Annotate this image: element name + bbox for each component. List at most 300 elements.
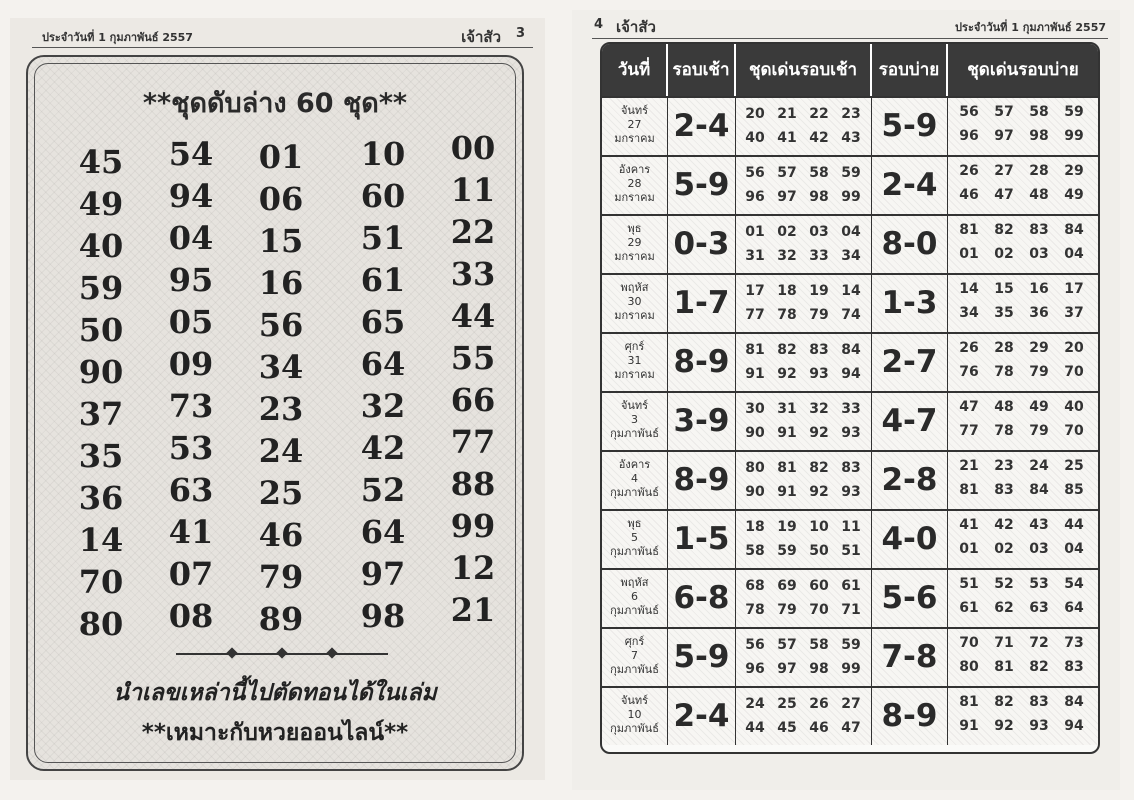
set-number: 93 xyxy=(841,484,861,500)
decorative-divider xyxy=(176,651,388,657)
header-date: วันที่ xyxy=(602,44,668,96)
set-number: 04 xyxy=(1064,246,1084,262)
set-number: 98 xyxy=(809,189,829,205)
set-number: 97 xyxy=(994,128,1014,144)
afternoon-result: 8-0 xyxy=(872,216,948,273)
set-number: 97 xyxy=(777,661,797,677)
number-cell: 12 xyxy=(450,549,496,587)
number-cell: 89 xyxy=(258,600,304,638)
set-number: 34 xyxy=(841,248,861,264)
number-cell: 44 xyxy=(450,297,496,335)
set-number: 32 xyxy=(809,401,829,417)
number-cell: 45 xyxy=(78,143,124,181)
set-number: 77 xyxy=(745,307,765,323)
set-number: 99 xyxy=(1064,128,1084,144)
set-number: 28 xyxy=(994,340,1014,356)
afternoon-sets xyxy=(948,98,1098,155)
set-number: 51 xyxy=(841,543,861,559)
number-cell: 50 xyxy=(78,311,124,349)
afternoon-sets xyxy=(948,452,1098,509)
morning-result: 1-7 xyxy=(668,275,736,332)
left-page-date: ประจำวันที่ 1 กุมภาพันธ์ 2557 xyxy=(42,31,193,44)
set-number: 46 xyxy=(809,720,829,736)
set-number: 57 xyxy=(777,165,797,181)
table-row xyxy=(602,450,1098,509)
number-cell: 79 xyxy=(258,558,304,596)
morning-result: 8-9 xyxy=(668,452,736,509)
date-month: มกราคม xyxy=(614,250,655,263)
set-number: 19 xyxy=(777,519,797,535)
set-number: 21 xyxy=(959,458,979,474)
number-cell: 73 xyxy=(168,387,214,425)
set-number: 59 xyxy=(841,637,861,653)
table-row xyxy=(602,509,1098,568)
set-number: 93 xyxy=(1029,718,1049,734)
set-number: 91 xyxy=(777,425,797,441)
set-number: 22 xyxy=(809,106,829,122)
set-number: 32 xyxy=(777,248,797,264)
set-number: 20 xyxy=(1064,340,1084,356)
afternoon-sets xyxy=(948,688,1098,745)
number-cell: 97 xyxy=(360,555,406,593)
date-day: จันทร์ xyxy=(620,104,649,117)
number-cell: 10 xyxy=(360,135,406,173)
left-page-header xyxy=(42,28,529,44)
set-number: 84 xyxy=(1029,482,1049,498)
number-cell: 42 xyxy=(360,429,406,467)
set-number: 81 xyxy=(777,460,797,476)
set-number: 61 xyxy=(841,578,861,594)
set-number: 96 xyxy=(745,661,765,677)
set-number: 92 xyxy=(994,718,1014,734)
morning-result: 2-4 xyxy=(668,98,736,155)
afternoon-result: 8-9 xyxy=(872,688,948,745)
set-number: 48 xyxy=(994,399,1014,415)
set-number: 31 xyxy=(745,248,765,264)
number-cell: 00 xyxy=(450,129,496,167)
number-cell: 22 xyxy=(450,213,496,251)
left-page xyxy=(10,18,545,780)
afternoon-result: 1-3 xyxy=(872,275,948,332)
afternoon-sets xyxy=(948,511,1098,568)
set-number: 47 xyxy=(994,187,1014,203)
number-cell: 59 xyxy=(78,269,124,307)
set-number: 81 xyxy=(994,659,1014,675)
number-cell: 80 xyxy=(78,605,124,643)
set-number: 18 xyxy=(777,283,797,299)
number-cell: 32 xyxy=(360,387,406,425)
set-number: 02 xyxy=(994,541,1014,557)
set-number: 91 xyxy=(959,718,979,734)
date-day: พฤหัส xyxy=(620,576,649,589)
set-number: 79 xyxy=(809,307,829,323)
set-number: 56 xyxy=(745,165,765,181)
set-number: 03 xyxy=(809,224,829,240)
set-number: 70 xyxy=(1064,364,1084,380)
set-number: 81 xyxy=(959,694,979,710)
date-cell xyxy=(602,393,668,450)
set-number: 31 xyxy=(777,401,797,417)
number-cell: 37 xyxy=(78,395,124,433)
date-month: กุมภาพันธ์ xyxy=(610,722,659,735)
date-cell xyxy=(602,629,668,686)
number-cell: 64 xyxy=(360,513,406,551)
set-number: 23 xyxy=(841,106,861,122)
set-number: 71 xyxy=(994,635,1014,651)
morning-result: 5-9 xyxy=(668,157,736,214)
set-number: 40 xyxy=(1064,399,1084,415)
set-number: 61 xyxy=(959,600,979,616)
set-number: 53 xyxy=(1029,576,1049,592)
set-number: 18 xyxy=(745,519,765,535)
right-page-logo: เจ้าสัว xyxy=(616,18,656,36)
set-number: 78 xyxy=(777,307,797,323)
set-number: 25 xyxy=(777,696,797,712)
set-number: 26 xyxy=(809,696,829,712)
set-number: 19 xyxy=(809,283,829,299)
number-cell: 16 xyxy=(258,264,304,302)
number-cell: 61 xyxy=(360,261,406,299)
number-cell: 21 xyxy=(450,591,496,629)
set-number: 56 xyxy=(745,637,765,653)
number-cell: 08 xyxy=(168,597,214,635)
afternoon-sets xyxy=(948,393,1098,450)
number-cell: 46 xyxy=(258,516,304,554)
number-cell: 53 xyxy=(168,429,214,467)
date-day: พุธ xyxy=(627,517,642,530)
date-num: 31 xyxy=(627,354,642,367)
date-month: มกราคม xyxy=(614,191,655,204)
set-number: 33 xyxy=(809,248,829,264)
date-day: พุธ xyxy=(627,222,642,235)
set-number: 17 xyxy=(745,283,765,299)
set-number: 57 xyxy=(994,104,1014,120)
number-cell: 33 xyxy=(450,255,496,293)
set-number: 02 xyxy=(994,246,1014,262)
number-grid xyxy=(56,129,506,655)
set-number: 33 xyxy=(841,401,861,417)
set-number: 80 xyxy=(745,460,765,476)
morning-sets xyxy=(736,157,872,214)
set-number: 17 xyxy=(1064,281,1084,297)
set-number: 41 xyxy=(959,517,979,533)
set-number: 02 xyxy=(777,224,797,240)
date-num: 27 xyxy=(627,118,642,131)
set-number: 01 xyxy=(959,246,979,262)
set-number: 73 xyxy=(1064,635,1084,651)
table-row xyxy=(602,391,1098,450)
date-cell xyxy=(602,275,668,332)
right-page xyxy=(572,10,1120,790)
set-number: 92 xyxy=(809,425,829,441)
set-number: 93 xyxy=(841,425,861,441)
set-number: 35 xyxy=(994,305,1014,321)
date-num: 6 xyxy=(631,590,638,603)
number-cell: 06 xyxy=(258,180,304,218)
left-page-number: 3 xyxy=(515,26,525,41)
number-cell: 05 xyxy=(168,303,214,341)
set-number: 29 xyxy=(1029,340,1049,356)
set-number: 48 xyxy=(1029,187,1049,203)
date-cell xyxy=(602,98,668,155)
set-number: 03 xyxy=(1029,541,1049,557)
set-number: 42 xyxy=(809,130,829,146)
set-number: 90 xyxy=(745,484,765,500)
set-number: 04 xyxy=(1064,541,1084,557)
date-cell xyxy=(602,452,668,509)
right-page-header xyxy=(594,18,1106,34)
header-afternoon-sets: ชุดเด่นรอบบ่าย xyxy=(967,60,1079,80)
set-number: 90 xyxy=(745,425,765,441)
set-number: 58 xyxy=(809,637,829,653)
set-number: 83 xyxy=(994,482,1014,498)
set-number: 04 xyxy=(841,224,861,240)
date-cell xyxy=(602,688,668,745)
number-cell: 55 xyxy=(450,339,496,377)
set-number: 82 xyxy=(777,342,797,358)
set-number: 47 xyxy=(841,720,861,736)
set-number: 72 xyxy=(1029,635,1049,651)
set-number: 63 xyxy=(1029,600,1049,616)
set-number: 84 xyxy=(841,342,861,358)
morning-sets xyxy=(736,629,872,686)
afternoon-sets xyxy=(948,334,1098,391)
set-number: 82 xyxy=(1029,659,1049,675)
header-morning-sets: ชุดเด่นรอบเช้า xyxy=(736,44,872,96)
table-header xyxy=(602,44,1098,96)
afternoon-result: 2-7 xyxy=(872,334,948,391)
table-row xyxy=(602,686,1098,745)
set-number: 01 xyxy=(745,224,765,240)
morning-sets xyxy=(736,452,872,509)
number-cell: 35 xyxy=(78,437,124,475)
set-number: 43 xyxy=(841,130,861,146)
set-number: 81 xyxy=(959,482,979,498)
set-number: 99 xyxy=(841,661,861,677)
number-cell: 65 xyxy=(360,303,406,341)
date-month: มกราคม xyxy=(614,368,655,381)
set-number: 20 xyxy=(745,106,765,122)
set-number: 24 xyxy=(1029,458,1049,474)
number-cell: 51 xyxy=(360,219,406,257)
set-number: 26 xyxy=(959,163,979,179)
set-number: 30 xyxy=(745,401,765,417)
note-line-2: **เหมาะกับหวยออนไลน์** xyxy=(141,720,409,746)
table-row xyxy=(602,627,1098,686)
set-number: 52 xyxy=(994,576,1014,592)
set-number: 49 xyxy=(1029,399,1049,415)
right-page-date: ประจำวันที่ 1 กุมภาพันธ์ 2557 xyxy=(955,21,1106,34)
set-number: 51 xyxy=(959,576,979,592)
set-number: 83 xyxy=(809,342,829,358)
set-number: 78 xyxy=(994,364,1014,380)
set-number: 59 xyxy=(841,165,861,181)
number-sets-frame xyxy=(26,55,524,771)
header-rule xyxy=(32,47,533,48)
set-number: 62 xyxy=(994,600,1014,616)
afternoon-sets xyxy=(948,157,1098,214)
set-number: 78 xyxy=(745,602,765,618)
set-number: 28 xyxy=(1029,163,1049,179)
set-number: 15 xyxy=(994,281,1014,297)
set-number: 45 xyxy=(777,720,797,736)
afternoon-result: 5-6 xyxy=(872,570,948,627)
number-cell: 41 xyxy=(168,513,214,551)
set-number: 03 xyxy=(1029,246,1049,262)
set-number: 91 xyxy=(777,484,797,500)
set-number: 16 xyxy=(1029,281,1049,297)
set-number: 58 xyxy=(745,543,765,559)
set-number: 21 xyxy=(777,106,797,122)
date-day: พฤหัส xyxy=(620,281,649,294)
number-cell: 04 xyxy=(168,219,214,257)
set-number: 79 xyxy=(1029,364,1049,380)
date-cell xyxy=(602,511,668,568)
date-day: จันทร์ xyxy=(620,694,649,707)
number-cell: 11 xyxy=(450,171,496,209)
set-number: 74 xyxy=(841,307,861,323)
set-number: 64 xyxy=(1064,600,1084,616)
set-number: 92 xyxy=(809,484,829,500)
header-rule xyxy=(592,38,1108,39)
frame-title: **ชุดดับล่าง 60 ชุด** xyxy=(142,88,408,119)
number-cell: 14 xyxy=(78,521,124,559)
morning-result: 2-4 xyxy=(668,688,736,745)
set-number: 59 xyxy=(777,543,797,559)
set-number: 25 xyxy=(1064,458,1084,474)
number-cell: 77 xyxy=(450,423,496,461)
number-cell: 01 xyxy=(258,138,304,176)
number-cell: 95 xyxy=(168,261,214,299)
set-number: 70 xyxy=(959,635,979,651)
set-number: 43 xyxy=(1029,517,1049,533)
morning-result: 0-3 xyxy=(668,216,736,273)
set-number: 24 xyxy=(745,696,765,712)
number-cell: 60 xyxy=(360,177,406,215)
date-day: ศุกร์ xyxy=(624,635,645,648)
morning-sets xyxy=(736,216,872,273)
morning-sets xyxy=(736,393,872,450)
set-number: 37 xyxy=(1064,305,1084,321)
set-number: 80 xyxy=(959,659,979,675)
set-number: 70 xyxy=(1064,423,1084,439)
set-number: 85 xyxy=(1064,482,1084,498)
set-number: 44 xyxy=(745,720,765,736)
set-number: 82 xyxy=(994,222,1014,238)
set-number: 78 xyxy=(994,423,1014,439)
number-cell: 23 xyxy=(258,390,304,428)
date-month: กุมภาพันธ์ xyxy=(610,545,659,558)
set-number: 34 xyxy=(959,305,979,321)
set-number: 58 xyxy=(1029,104,1049,120)
set-number: 96 xyxy=(959,128,979,144)
set-number: 27 xyxy=(994,163,1014,179)
set-number: 14 xyxy=(959,281,979,297)
header-morning: รอบเช้า xyxy=(668,44,736,96)
set-number: 50 xyxy=(809,543,829,559)
afternoon-sets xyxy=(948,275,1098,332)
date-month: กุมภาพันธ์ xyxy=(610,427,659,440)
set-number: 98 xyxy=(809,661,829,677)
number-cell: 36 xyxy=(78,479,124,517)
morning-result: 3-9 xyxy=(668,393,736,450)
date-cell xyxy=(602,570,668,627)
set-number: 92 xyxy=(777,366,797,382)
set-number: 81 xyxy=(959,222,979,238)
morning-sets xyxy=(736,570,872,627)
date-month: กุมภาพันธ์ xyxy=(610,604,659,617)
results-table xyxy=(600,42,1100,754)
set-number: 99 xyxy=(841,189,861,205)
date-cell xyxy=(602,157,668,214)
set-number: 68 xyxy=(745,578,765,594)
date-month: กุมภาพันธ์ xyxy=(610,663,659,676)
number-cell: 99 xyxy=(450,507,496,545)
number-cell: 56 xyxy=(258,306,304,344)
set-number: 79 xyxy=(1029,423,1049,439)
set-number: 83 xyxy=(1029,222,1049,238)
table-row xyxy=(602,155,1098,214)
morning-result: 1-5 xyxy=(668,511,736,568)
number-cell: 52 xyxy=(360,471,406,509)
set-number: 26 xyxy=(959,340,979,356)
set-number: 47 xyxy=(959,399,979,415)
set-number: 93 xyxy=(809,366,829,382)
set-number: 98 xyxy=(1029,128,1049,144)
number-cell: 63 xyxy=(168,471,214,509)
set-number: 70 xyxy=(809,602,829,618)
set-number: 83 xyxy=(1029,694,1049,710)
set-number: 94 xyxy=(1064,718,1084,734)
number-cell: 70 xyxy=(78,563,124,601)
set-number: 11 xyxy=(841,519,861,535)
header-afternoon: รอบบ่าย xyxy=(872,44,948,96)
number-cell: 34 xyxy=(258,348,304,386)
afternoon-result: 7-8 xyxy=(872,629,948,686)
set-number: 54 xyxy=(1064,576,1084,592)
set-number: 42 xyxy=(994,517,1014,533)
set-number: 76 xyxy=(959,364,979,380)
morning-sets xyxy=(736,334,872,391)
date-month: กุมภาพันธ์ xyxy=(610,486,659,499)
table-row xyxy=(602,568,1098,627)
table-row xyxy=(602,332,1098,391)
set-number: 56 xyxy=(959,104,979,120)
set-number: 49 xyxy=(1064,187,1084,203)
number-cell: 40 xyxy=(78,227,124,265)
morning-sets xyxy=(736,511,872,568)
date-num: 4 xyxy=(631,472,638,485)
number-cell: 88 xyxy=(450,465,496,503)
set-number: 77 xyxy=(959,423,979,439)
date-num: 30 xyxy=(627,295,642,308)
set-number: 01 xyxy=(959,541,979,557)
date-num: 7 xyxy=(631,649,638,662)
set-number: 96 xyxy=(745,189,765,205)
set-number: 60 xyxy=(809,578,829,594)
morning-result: 8-9 xyxy=(668,334,736,391)
date-day: จันทร์ xyxy=(620,399,649,412)
set-number: 36 xyxy=(1029,305,1049,321)
date-num: 28 xyxy=(627,177,642,190)
afternoon-sets xyxy=(948,216,1098,273)
set-number: 79 xyxy=(777,602,797,618)
number-cell: 15 xyxy=(258,222,304,260)
right-page-number: 4 xyxy=(594,17,604,32)
set-number: 10 xyxy=(809,519,829,535)
set-number: 40 xyxy=(745,130,765,146)
table-row xyxy=(602,96,1098,155)
